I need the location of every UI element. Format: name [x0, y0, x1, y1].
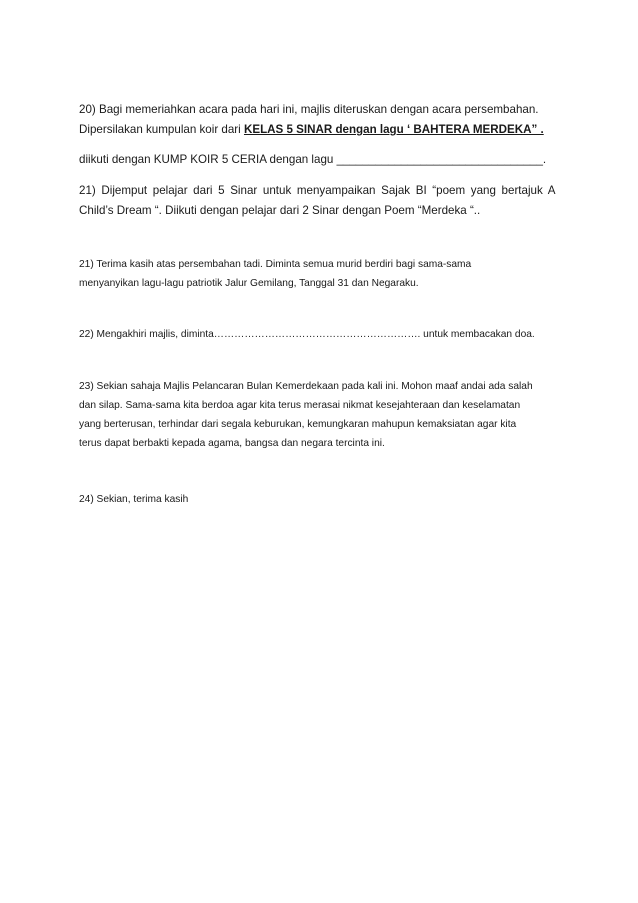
- paragraph-23-line-2: dan silap. Sama-sama kita berdoa agar kita terus merasai nikmat kesejahteraan dan keselamatan: [79, 400, 521, 411]
- paragraph-21-sajak-line-1: 21) Dijemput pelajar dari 5 Sinar untuk menyampaikan Sajak BI “poem yang bertajuk A: [79, 184, 556, 197]
- paragraph-21-sajak: [79, 181, 560, 221]
- paragraph-21-anthem-line-2: menyanyikan lagu-lagu patriotik Jalur Gemilang, Tanggal 31 dan Negaraku.: [79, 278, 419, 289]
- paragraph-20-continuation: [79, 150, 560, 170]
- paragraph-20: [79, 100, 560, 140]
- paragraph-20-line-2: [79, 120, 560, 140]
- paragraph-22: [79, 325, 560, 344]
- paragraph-23-line-4: terus dapat berbakti kepada agama, bangsa dan negara tercinta ini.: [79, 438, 385, 449]
- paragraph-20-highlight: KELAS 5 SINAR dengan lagu ‘ BAHTERA MERDEKA” .: [243, 123, 544, 136]
- paragraph-22-line-1: 22) Mengakhiri majlis, diminta……………………………………………………. untuk membacakan doa.: [79, 329, 535, 340]
- paragraph-21-anthem-line-1: 21) Terima kasih atas persembahan tadi. Diminta semua murid berdiri bagi sama-sama: [79, 259, 472, 270]
- paragraph-23-line-1: 23) Sekian sahaja Majlis Pelancaran Bulan Kemerdekaan pada kali ini. Mohon maaf andai ada salah: [79, 381, 533, 392]
- paragraph-20-line-1: 20) Bagi memeriahkan acara pada hari ini, majlis diteruskan dengan acara persembahan.: [79, 103, 539, 116]
- paragraph-21-sajak-line-2: Child’s Dream “. Diikuti dengan pelajar dari 2 Sinar dengan Poem “Merdeka “..: [79, 204, 481, 217]
- paragraph-24: [79, 490, 560, 509]
- paragraph-23: [79, 377, 560, 453]
- paragraph-20-line-3: diikuti dengan KUMP KOIR 5 CERIA dengan lagu ________________________________.: [79, 153, 547, 166]
- paragraph-20-line-2-text: Dipersilakan kumpulan koir dari: [79, 123, 244, 136]
- paragraph-21-anthem: [79, 255, 560, 293]
- paragraph-23-line-3: yang berterusan, terhindar dari segala keburukan, kemungkaran mahupun kemaksiatan agar kita: [79, 419, 517, 430]
- paragraph-24-line-1: 24) Sekian, terima kasih: [79, 494, 189, 505]
